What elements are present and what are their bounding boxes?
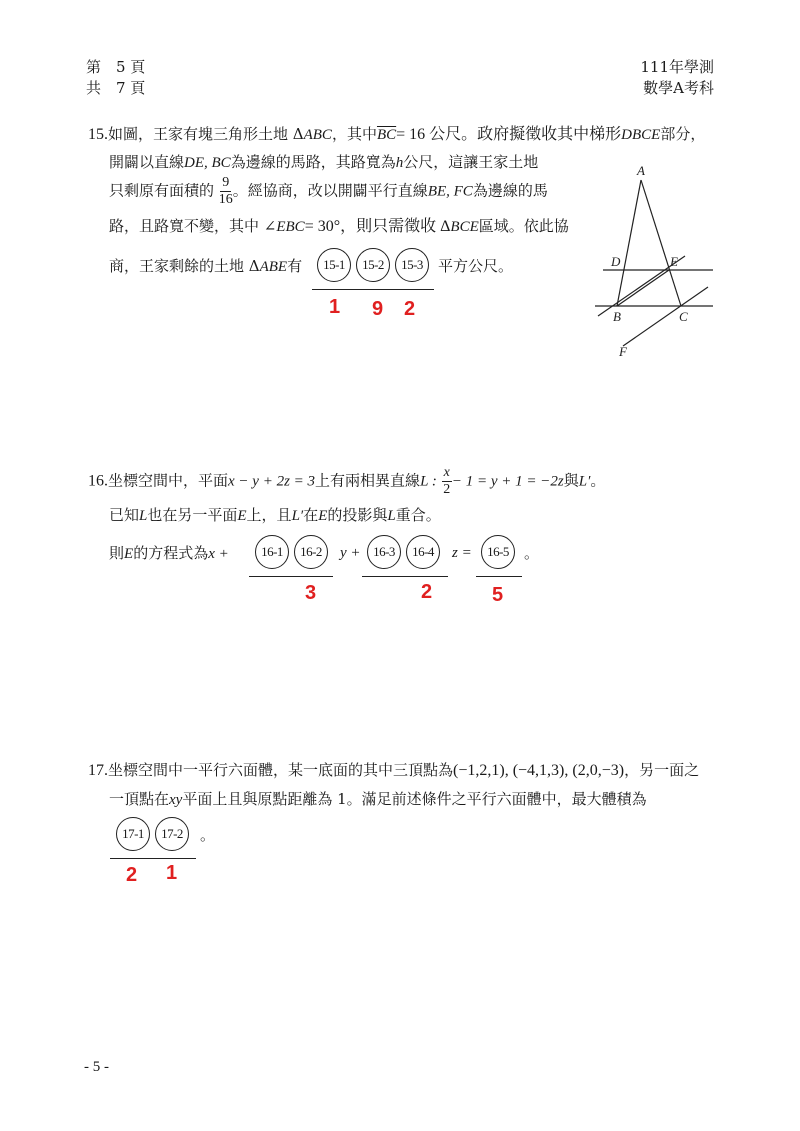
q16-underline-z [476,576,522,577]
q17-line-3-end: 。 [200,826,216,844]
answer-box-16-4[interactable]: 16-4 [406,535,440,569]
answer-box-17-2[interactable]: 17-2 [155,817,189,851]
q15-line-5-end: 平方公尺。 [438,257,514,275]
q17-line-1: 17.坐標空間中一平行六面體，某一底面的其中三頂點為(−1,2,1), (−4,1,3), (2,0,−3)，另一面之 [88,761,700,779]
q15-line-3: 只剩原有面積的 $\frac{9}{16}$ 。經協商，改以開闢平行直線BE, FC為邊線的馬 [109,175,548,207]
label-d: D [611,254,621,269]
label-a: A [637,163,645,178]
answer-box-16-5[interactable]: 16-5 [481,535,515,569]
answer-box-16-3[interactable]: 16-3 [367,535,401,569]
q15-line-1: 15.如圖，王家有塊三角形土地 ΔABC，其中$\overline{BC}= 16$ 公尺。政府擬徵收其中梯形DBCE部分， [88,125,706,143]
side-ac [641,180,681,306]
answer-box-15-1[interactable]: 15-1 [317,248,351,282]
fraction-nine-sixteenths: $\frac{9}{16}$ [218,175,233,207]
handwritten-answer-16-x: 3 [305,582,317,604]
road-line-fc [623,287,708,346]
q16-line-3-end: 。 [524,544,540,562]
label-e: E [670,254,678,269]
q16-underline-x [249,576,333,577]
label-b: B [613,309,621,324]
answer-box-15-2[interactable]: 15-2 [356,248,390,282]
q16-z-term: z = [452,545,472,561]
exam-year: 111年學測 [640,58,714,76]
label-f: F [619,344,627,359]
q15-line-5: 商，王家剩餘的土地 ΔABE有 [109,257,303,275]
q16-underline-y [362,576,448,577]
handwritten-answer-16-y: 2 [421,581,433,603]
q15-line-4: 路，且路寬不變，其中 ∠EBC= 30°，則只需徵收 ΔBCE區域。依此協 [109,217,569,235]
q16-line-3: 則E的方程式為x + [109,544,229,562]
answer-box-16-1[interactable]: 16-1 [255,535,289,569]
handwritten-answer-15-3: 2 [404,298,416,320]
handwritten-answer-15-2: 9 [372,298,384,320]
q17-answer-underline [110,858,196,859]
exam-subject: 數學A考科 [643,79,714,97]
label-c: C [679,309,688,324]
footer-page-number: - 5 - [84,1059,109,1075]
q16-line-1: 16.坐標空間中，平面x − y + 2z = 3上有兩相異直線L : $\frac{x}{2}$ − 1 = y + 1 = −2z與L′。 [88,465,606,497]
side-ab [617,180,641,306]
q16-line-2: 已知L也在另一平面E上，且L′在E的投影與L重合。 [109,506,441,524]
total-pages-label: 共 7 頁 [86,79,146,97]
q17-line-2: 一頂點在xy平面上且與原點距離為 1。滿足前述條件之平行六面體中，最大體積為 [109,790,647,808]
answer-box-16-2[interactable]: 16-2 [294,535,328,569]
fraction-x-over-2: $\frac{x}{2}$ [443,465,451,497]
triangle-figure [585,160,715,365]
q15-line-2: 開闢以直線DE, BC為邊線的馬路，其路寬為h公尺，這讓王家土地 [109,153,539,171]
handwritten-answer-15-1: 1 [329,296,341,318]
handwritten-answer-17-1: 2 [126,864,138,886]
q16-y-term: y + [340,545,361,561]
answer-box-15-3[interactable]: 15-3 [395,248,429,282]
handwritten-answer-17-2: 1 [166,862,178,884]
answer-box-17-1[interactable]: 17-1 [116,817,150,851]
q15-answer-underline [312,289,434,290]
page-number-label: 第 5 頁 [86,58,146,76]
handwritten-answer-16-z: 5 [492,584,504,606]
line-be [617,270,669,306]
